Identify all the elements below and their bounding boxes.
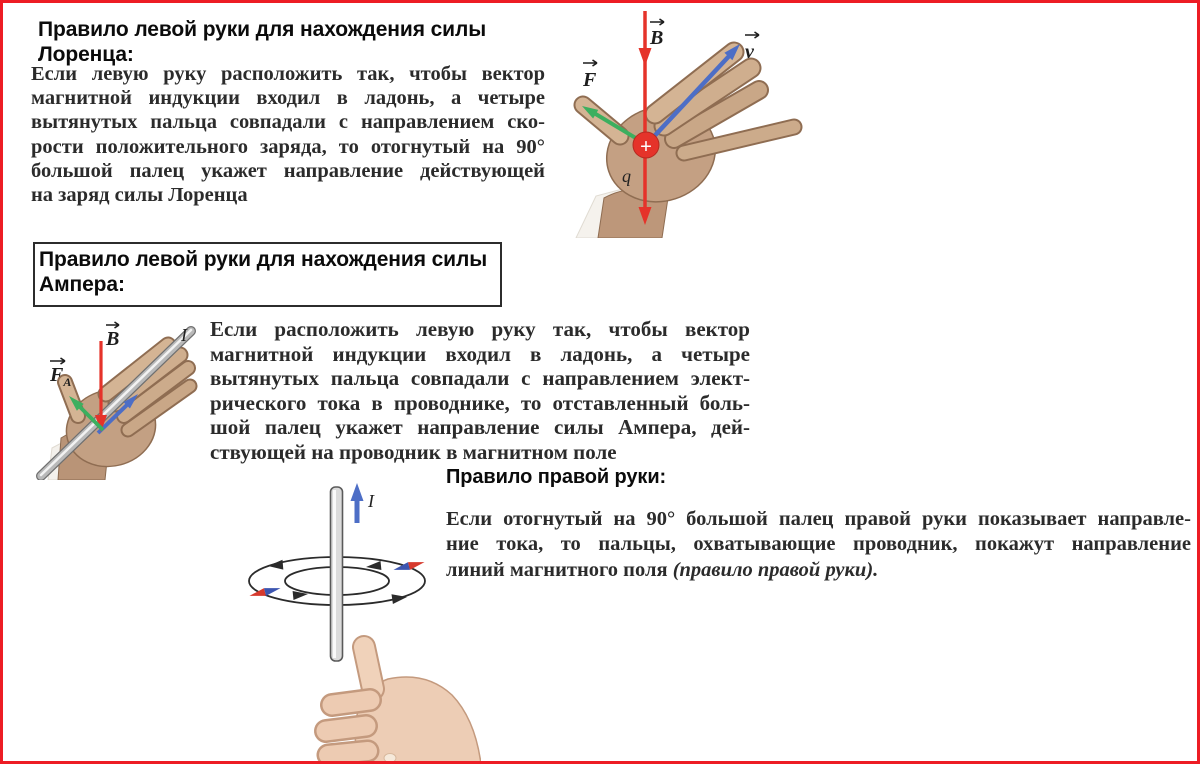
- right-fist-thumb-up: [326, 647, 481, 764]
- label-i: I: [181, 325, 187, 345]
- label-fa: $F_A$: [50, 364, 72, 389]
- current-arrow-head: [351, 483, 364, 501]
- right-rule-last-line: [446, 558, 1191, 583]
- left-hand-palm-up: [576, 52, 794, 238]
- thumb-and-knuckles: [326, 647, 376, 764]
- ampere-figure: [28, 308, 213, 480]
- needle-red-half: [408, 558, 425, 570]
- lorentz-heading: [38, 17, 563, 67]
- lorentz-paragraph: Если левую руку расположить так, чтобы вектор магнитной индукции входил в ладонь, а четыре вытянутых пальца совпадали с направлением ско- рости положительного заряда, то отогнутый на 90° большой палец укажет направление действующей на заряд силы Лоренца: [31, 63, 545, 207]
- field-arrow-inner-top: [366, 561, 381, 570]
- label-b: B: [650, 27, 664, 49]
- label-f: F: [583, 69, 597, 91]
- ampere-heading-line1: Правило левой руки для нахождения силы: [39, 248, 488, 271]
- ampere-heading-line2: Ампера:: [39, 273, 125, 296]
- right-rule-tail-italic: (правило правой руки).: [672, 558, 879, 581]
- label-q: q: [622, 166, 631, 186]
- label-b: B: [106, 328, 120, 350]
- ampere-paragraph: Если расположить левую руку так, чтобы вектор магнитной индукции входил в ладонь, а четыре вытянутых пальца совпадали с направлением элект- рического тока в проводнике, то отставленный боль- шой палец укажет направление силы Ампера, дей- ствующей на проводник в магнитном поле: [210, 317, 750, 464]
- lorentz-heading-line2: Лоренца:: [38, 43, 134, 66]
- lorentz-heading-line1: Правило левой руки для нахождения силы: [38, 18, 487, 41]
- right-hand-figure: [238, 475, 481, 764]
- knuckle-1-fill: [332, 700, 370, 705]
- field-vector-arrowhead-upper: [639, 48, 652, 66]
- fingernail: [384, 754, 396, 763]
- right-rule-lines: Если отогнутый на 90° большой палец правой руки показывает направле- ние тока, то пальцы, охватывающие проводник, покажут направление: [446, 508, 1191, 556]
- knuckle-2-fill: [326, 726, 366, 731]
- right-rule-paragraph: [446, 507, 1191, 583]
- compass-needle-left: [249, 584, 282, 600]
- needle-red-half: [249, 588, 266, 600]
- right-rule-heading: Правило правой руки:: [446, 466, 667, 488]
- compass-needle-right: [393, 558, 426, 574]
- lorentz-figure: [558, 6, 828, 238]
- vector-hat-v: [745, 32, 759, 38]
- ampere-heading-box: [33, 242, 502, 307]
- needle-blue-half: [264, 584, 281, 596]
- label-v: v: [745, 41, 754, 63]
- knuckle-3-fill: [328, 751, 368, 755]
- label-i: I: [368, 491, 374, 511]
- vector-hat-f: [583, 60, 597, 66]
- conductor-rod: [331, 487, 343, 661]
- thumb-fill: [364, 647, 373, 689]
- right-rule-tail: линий магнитного поля: [446, 558, 673, 581]
- charge-plus-sign: +: [640, 134, 652, 158]
- vector-hat-b: [650, 19, 664, 25]
